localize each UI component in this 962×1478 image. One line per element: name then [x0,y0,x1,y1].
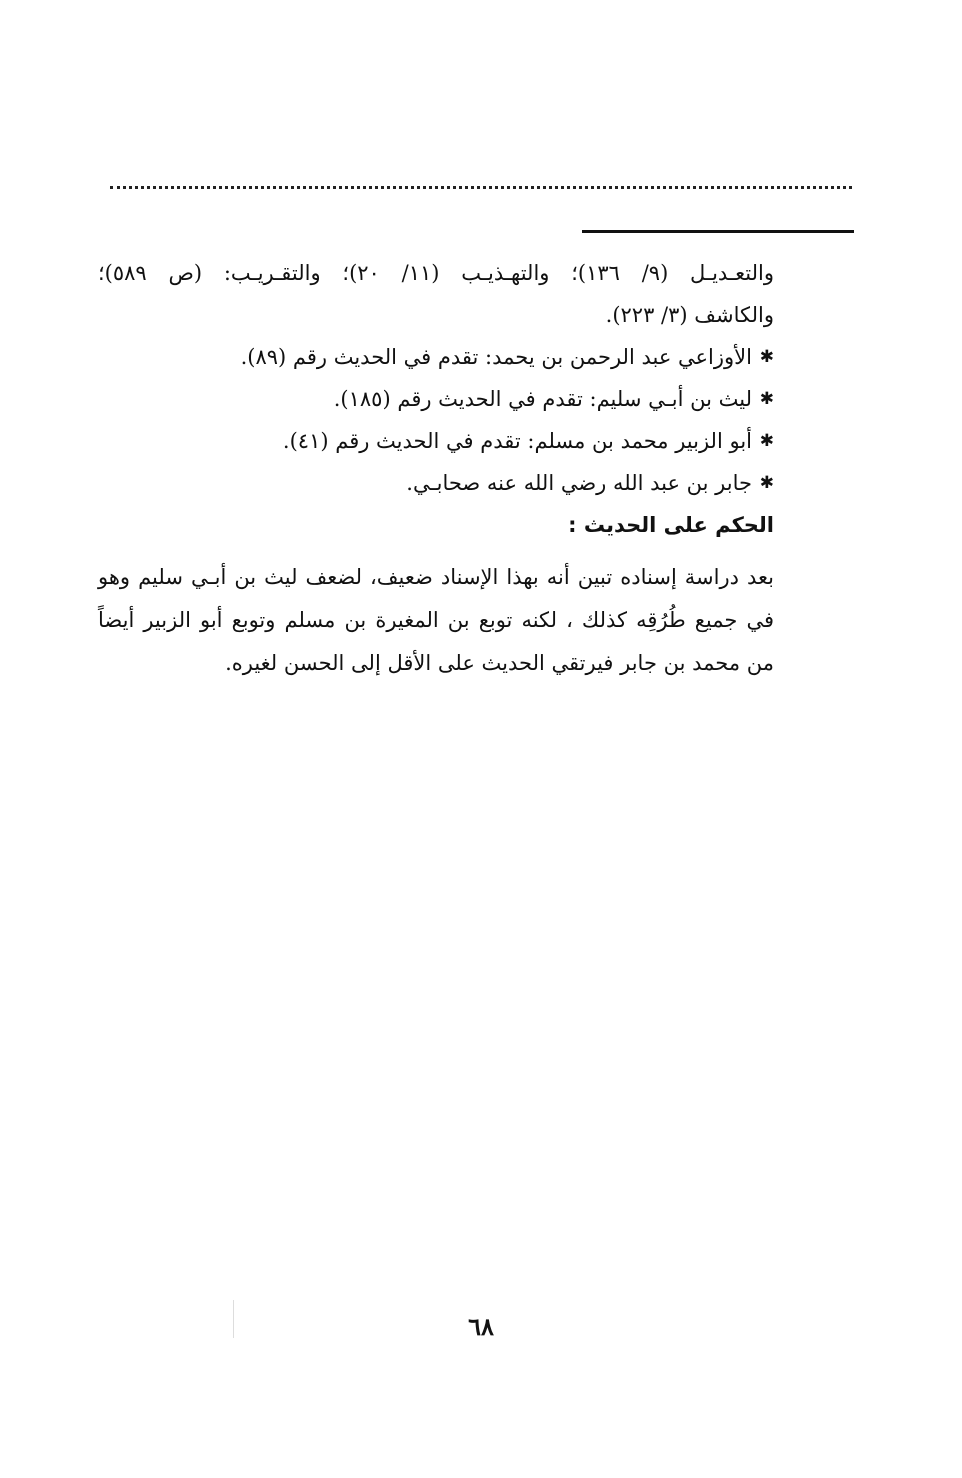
narrator-item [98,336,774,378]
narrator-item [98,378,774,420]
footnote-separator [582,230,854,233]
ruling-line-2: في جميع طُرُقِه كذلك ، لكنه توبع بن المغيرة بن مسلم وتوبع أبو الزبير أيضاً [98,608,774,632]
asterisk-icon: ✱ [759,473,774,493]
narrator-text: جابر بن عبد الله رضي الله عنه صحابـي. [406,471,752,495]
narrator-text: أبو الزبير محمد بن مسلم: تقدم في الحديث رقم (٤١). [282,429,752,453]
asterisk-icon: ✱ [759,347,774,367]
ruling-heading: الحكم على الحديث : [568,513,774,537]
ruling-paragraph [98,556,774,685]
narrator-text: ليث بن أبـي سليم: تقدم في الحديث رقم (١٨٥). [333,387,752,411]
page-number: ٦٨ [468,1312,494,1341]
ruling-line-3: من محمد بن جابر فيرتقي الحديث على الأقل إلى الحسن لغيره. [225,651,774,675]
ruling-line-1: بعد دراسة إسناده تبين أنه بهذا الإسناد ضعيف، لضعف ليث بن أبـي سليم وهو [98,565,774,589]
footnote-line-2: والكاشف (٣/ ٢٢٣). [605,303,774,327]
asterisk-icon: ✱ [759,389,774,409]
footnote-block [98,252,774,546]
footnote-line-1: والتعـديـل (٩/ ١٣٦)؛ والتهـذيـب (١١/ ٢٠)؛ والتقـريـب: (ص ٥٨٩)؛ [98,261,774,285]
narrator-text: الأوزاعي عبد الرحمن بن يحمد: تقدم في الحديث رقم (٨٩). [240,345,752,369]
dotted-separator [110,186,852,189]
asterisk-icon: ✱ [759,431,774,451]
narrator-item [98,420,774,462]
narrator-item [98,462,774,504]
